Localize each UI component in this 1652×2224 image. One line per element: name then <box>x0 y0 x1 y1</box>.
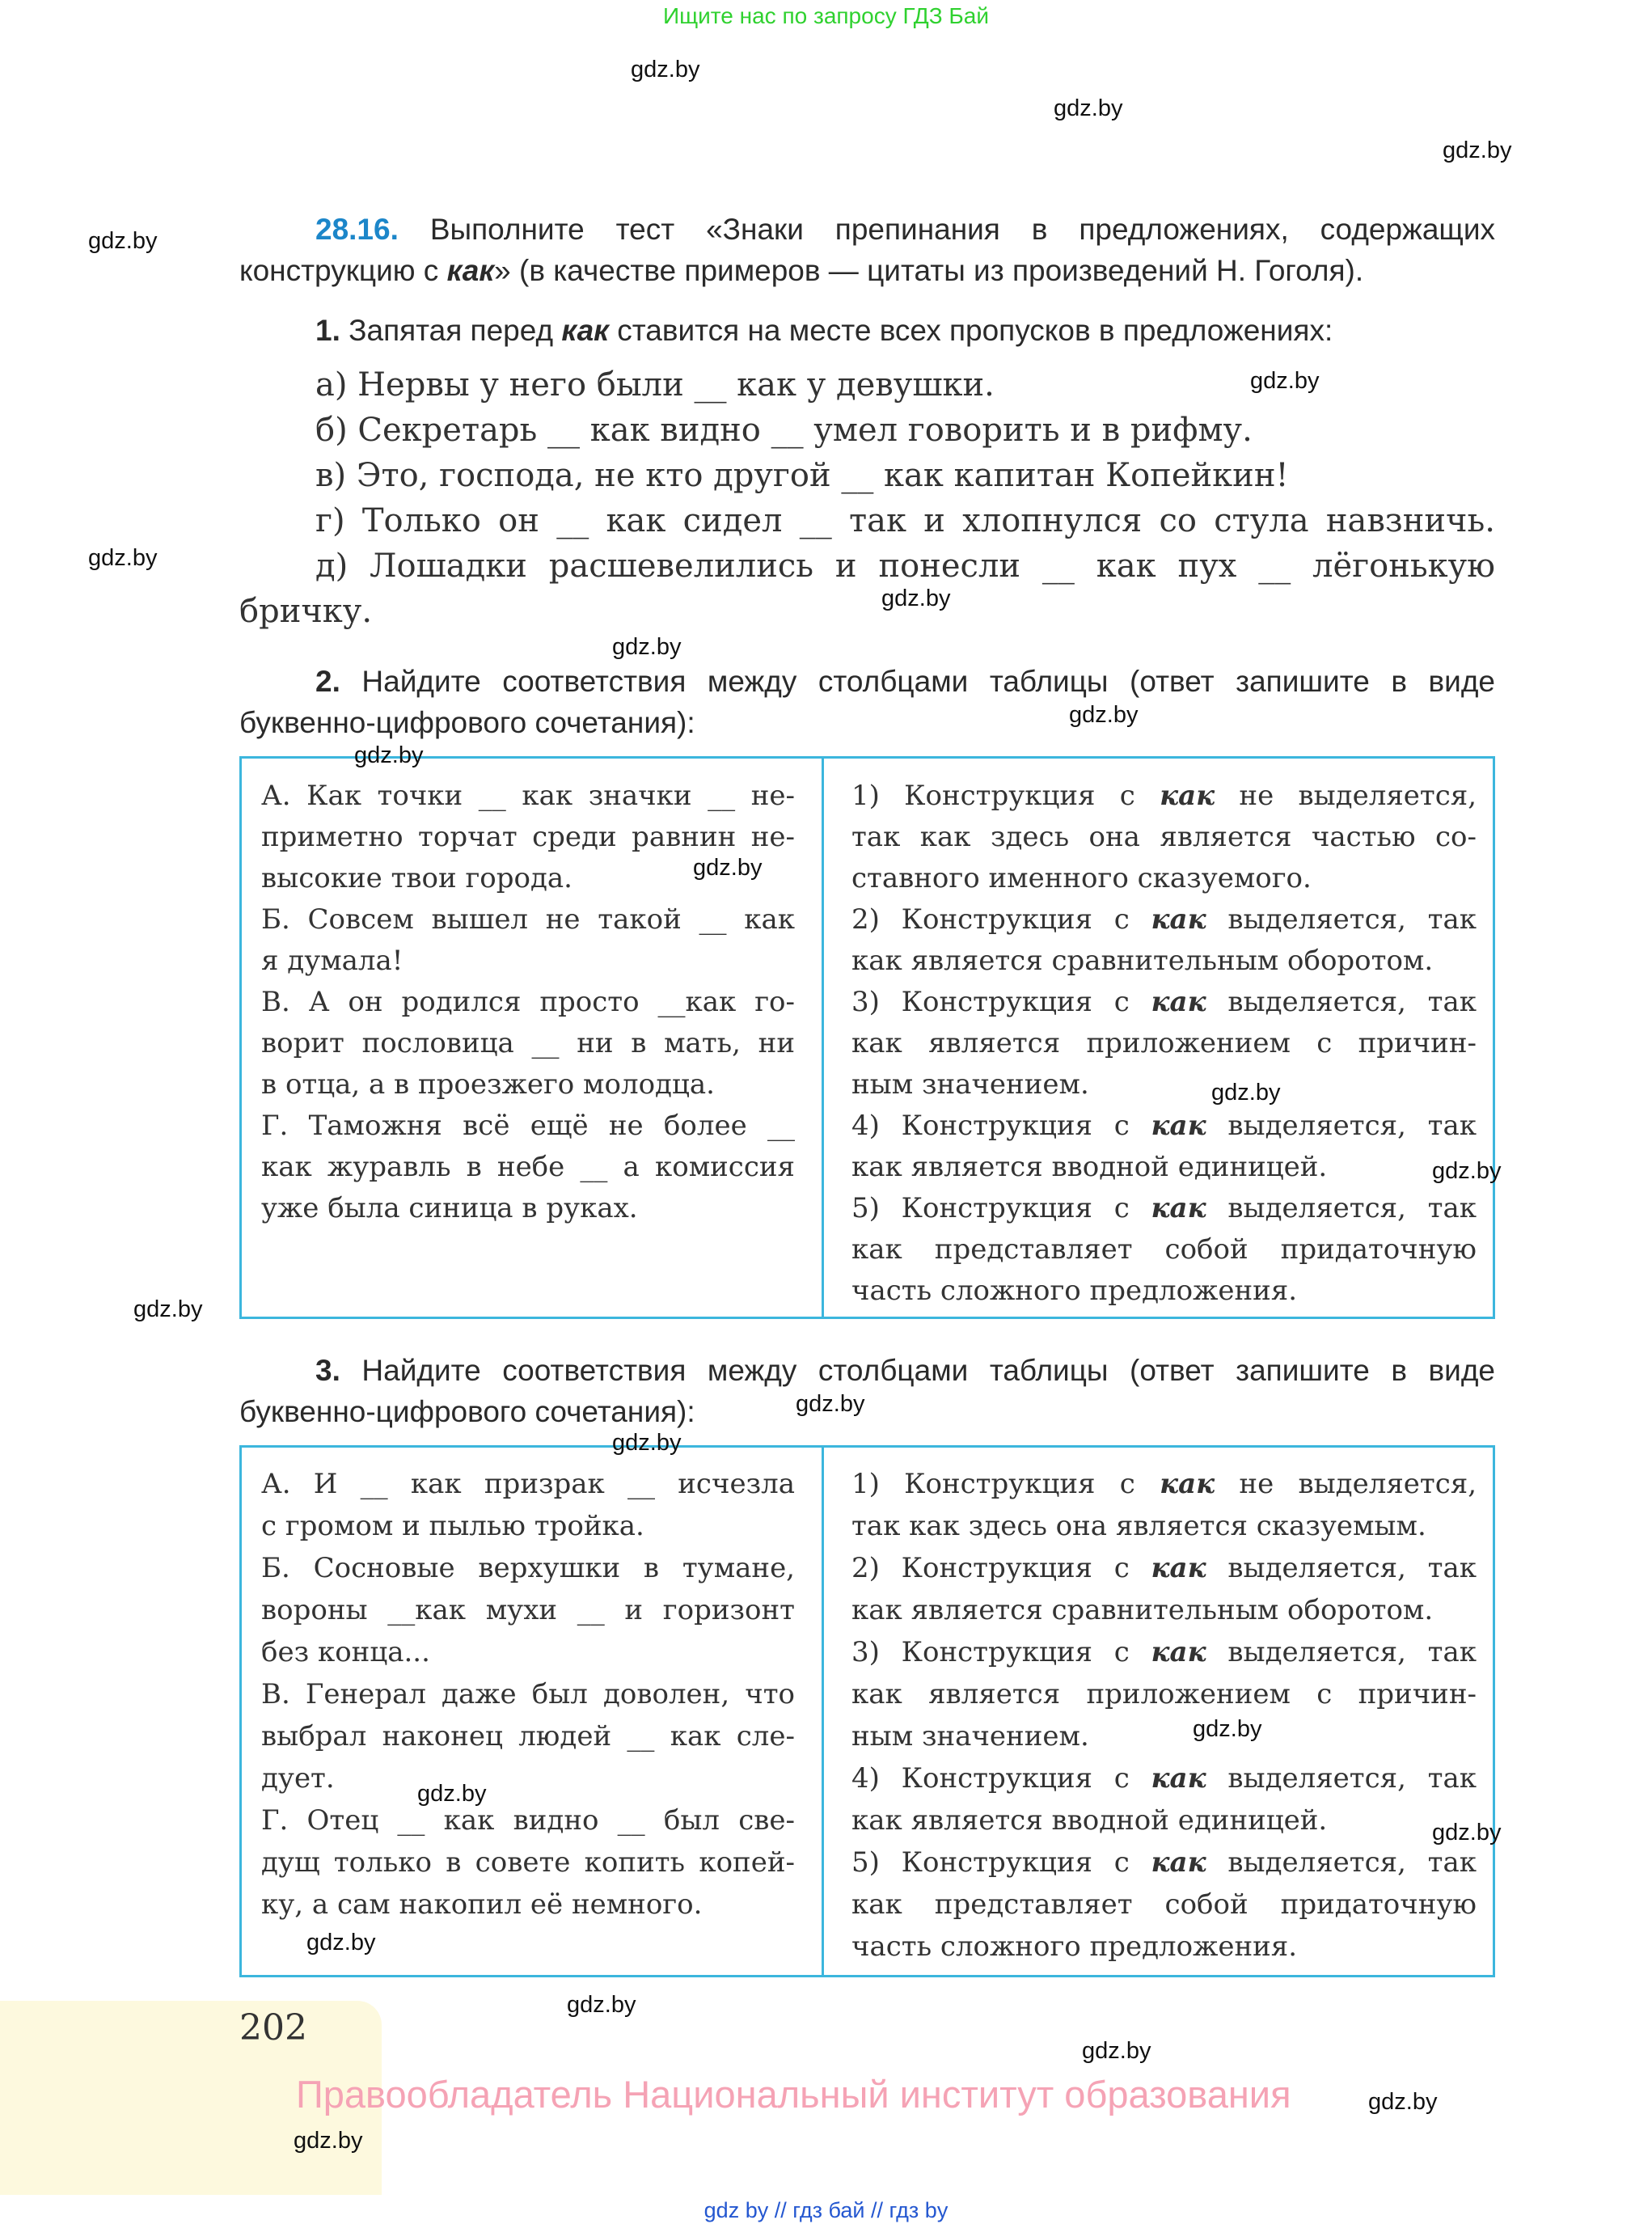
bottom-links <box>0 2198 1652 2223</box>
option-v: в) Это, господа, не кто другой __ как капитан Копейкин! <box>315 457 1289 494</box>
text-line: как является приложением с причин- <box>851 1027 1477 1059</box>
text-line: уже была синица в руках. <box>261 1192 638 1224</box>
watermark: gdz.by <box>1193 1716 1262 1742</box>
watermark: gdz.by <box>1432 1820 1502 1846</box>
watermark: gdz.by <box>693 855 763 881</box>
task3-prompt-line-1: Найдите соответствия между столбцами таблицы (ответ запишите в виде <box>361 1354 1496 1387</box>
text-line: приметно торчат среди равнин не- <box>261 821 795 853</box>
text-line: 2) Конструкция с как выделяется, так <box>851 903 1477 936</box>
text-line: вороны __как мухи __ и горизонт <box>261 1594 795 1626</box>
task2-prompt <box>239 661 1495 743</box>
task3-prompt <box>239 1350 1495 1432</box>
option-d-cont: бричку. <box>239 593 373 630</box>
watermark: gdz.by <box>417 1781 487 1807</box>
text-line: как журавль в небе __ а комиссия <box>261 1151 795 1183</box>
task2-table <box>239 756 1495 1319</box>
keyword-kak: как <box>1151 986 1206 1018</box>
text-line: Г. Отец __ как видно __ был све- <box>261 1804 795 1837</box>
page-number: 202 <box>239 2007 307 2049</box>
keyword-kak: как <box>1160 780 1215 812</box>
text-line: с громом и пылью тройка. <box>261 1510 644 1542</box>
text-line: дущ только в совете копить копей- <box>261 1846 795 1879</box>
watermark: gdz.by <box>612 1430 682 1456</box>
watermark: gdz.by <box>567 1992 636 2018</box>
watermark: gdz.by <box>1069 702 1139 728</box>
watermark: gdz.by <box>133 1296 203 1322</box>
keyword-kak: как <box>1151 1192 1206 1224</box>
text-line: как является приложением с причин- <box>851 1678 1477 1710</box>
link-gdz-by-ru[interactable]: гдз by <box>889 2198 949 2222</box>
intro-line-1 <box>239 209 1495 250</box>
text-line: Б. Сосновые верхушки в тумане, <box>261 1552 795 1584</box>
watermark: gdz.by <box>1368 2089 1438 2115</box>
text-line: 5) Конструкция с как выделяется, так <box>851 1192 1477 1224</box>
text-line: как является сравнительным оборотом. <box>851 1594 1434 1626</box>
text-line: Г. Таможня всё ещё не более __ <box>261 1110 795 1142</box>
text-line: ным значением. <box>851 1720 1089 1753</box>
task2-number: 2. <box>315 665 340 698</box>
text-line: 3) Конструкция с как выделяется, так <box>851 986 1477 1018</box>
option-b: б) Секретарь __ как видно __ умел говорить и в рифму. <box>315 412 1253 449</box>
watermark: gdz.by <box>88 545 158 571</box>
text-line: в отца, а в проезжего молодца. <box>261 1068 715 1101</box>
keyword-kak: как <box>1151 1762 1206 1795</box>
text-line: я думала! <box>261 945 403 977</box>
exercise-number: 28.16. <box>315 213 399 246</box>
task3-table <box>239 1445 1495 1977</box>
watermark: gdz.by <box>88 228 158 254</box>
search-hint-banner[interactable]: Ищите нас по запросу ГДЗ Бай <box>662 3 990 28</box>
rights-holder-notice: Правообладатель Национальный институт образования <box>296 2073 1291 2116</box>
watermark: gdz.by <box>1443 137 1512 163</box>
watermark: gdz.by <box>631 57 700 82</box>
option-a: а) Нервы у него были __ как у девушки. <box>315 366 995 404</box>
text-line: Б. Совсем вышел не такой __ как <box>261 903 795 936</box>
intro-line-2: конструкцию с как» (в качестве примеров — цитаты из произведений Н. Гоголя). <box>239 254 1364 287</box>
keyword-kak: как <box>1151 1110 1206 1142</box>
keyword-kak: как <box>1151 1552 1206 1584</box>
task3-prompt-line-2: буквенно-цифрового сочетания): <box>239 1395 695 1428</box>
text-line: ворит пословица __ ни в мать, ни <box>261 1027 795 1059</box>
text-line: как является вводной единицей. <box>851 1804 1328 1837</box>
keyword-kak: как <box>1151 1636 1206 1668</box>
text-line: так как здесь она является частью со- <box>851 821 1477 853</box>
text-line: 4) Конструкция с как выделяется, так <box>851 1110 1477 1142</box>
exercise-intro <box>239 209 1495 291</box>
option-d: д) Лошадки расшевелились и понесли __ как пух __ лёгонькую <box>315 548 1495 585</box>
task3-left-column <box>261 1448 795 1975</box>
link-gdz-by[interactable]: gdz by <box>703 2198 769 2222</box>
task3-right-column <box>851 1448 1477 1975</box>
text-line: дует. <box>261 1762 335 1795</box>
intro-text: Выполните тест «Знаки препинания в предложениях, содержащих <box>429 213 1496 246</box>
watermark: gdz.by <box>1054 95 1123 121</box>
text-line: как представляет собой придаточную <box>851 1888 1477 1921</box>
text-line: 1) Конструкция с как не выделяется, <box>851 1468 1477 1500</box>
link-separator: // <box>871 2198 884 2222</box>
text-line: А. Как точки __ как значки __ не- <box>261 780 795 812</box>
text-line: ку, а сам накопил её немного. <box>261 1888 703 1921</box>
watermark: gdz.by <box>354 742 424 768</box>
text-line: ным значением. <box>851 1068 1089 1101</box>
column-divider <box>822 759 824 1317</box>
task2-left-column <box>261 759 795 1317</box>
watermark: gdz.by <box>881 586 951 611</box>
task2-right-column <box>851 759 1477 1317</box>
keyword-kak: как <box>1160 1468 1215 1500</box>
keyword-kak: как <box>1151 903 1206 936</box>
watermark: gdz.by <box>306 1930 376 1956</box>
text-line: высокие твои города. <box>261 862 572 894</box>
watermark: gdz.by <box>1250 368 1320 394</box>
text-line: как является вводной единицей. <box>851 1151 1328 1183</box>
watermark: gdz.by <box>796 1391 865 1417</box>
keyword-kak: как <box>446 254 495 287</box>
task1-prompt <box>315 310 1495 351</box>
watermark: gdz.by <box>1211 1080 1281 1106</box>
text-line: как является сравнительным оборотом. <box>851 945 1434 977</box>
task2-prompt-line-1: Найдите соответствия между столбцами таблицы (ответ запишите в виде <box>361 665 1496 698</box>
text-line: В. Генерал даже был доволен, что <box>261 1678 795 1710</box>
option-g: г) Только он __ как сидел __ так и хлопнулся со стула навзничь. <box>315 502 1495 539</box>
watermark: gdz.by <box>1432 1158 1502 1184</box>
text-line: 4) Конструкция с как выделяется, так <box>851 1762 1477 1795</box>
link-gdz-bai[interactable]: гдз бай <box>792 2198 865 2222</box>
task3-number: 3. <box>315 1354 340 1387</box>
keyword-kak: как <box>561 314 609 347</box>
text-line: В. А он родился просто __как го- <box>261 986 795 1018</box>
task1-prompt-text: Запятая перед как ставится на месте всех пропусков в предложениях: <box>349 314 1333 347</box>
text-line: 2) Конструкция с как выделяется, так <box>851 1552 1477 1584</box>
watermark: gdz.by <box>612 634 682 660</box>
text-line: 5) Конструкция с как выделяется, так <box>851 1846 1477 1879</box>
text-line: так как здесь она является сказуемым. <box>851 1510 1426 1542</box>
link-separator: // <box>774 2198 787 2222</box>
watermark: gdz.by <box>294 2128 363 2154</box>
task2-prompt-line-2: буквенно-цифрового сочетания): <box>239 706 695 739</box>
text-line: как представляет собой придаточную <box>851 1233 1477 1266</box>
text-line: А. И __ как призрак __ исчезла <box>261 1468 795 1500</box>
task1-options <box>239 362 1495 634</box>
text-line: часть сложного предложения. <box>851 1930 1298 1963</box>
text-line: 3) Конструкция с как выделяется, так <box>851 1636 1477 1668</box>
text-line: без конца... <box>261 1636 430 1668</box>
text-line: ставного именного сказуемого. <box>851 862 1312 894</box>
keyword-kak: как <box>1151 1846 1206 1879</box>
text-line: выбрал наконец людей __ как сле- <box>261 1720 795 1753</box>
watermark: gdz.by <box>1082 2038 1151 2064</box>
text-line: 1) Конструкция с как не выделяется, <box>851 780 1477 812</box>
text-line: часть сложного предложения. <box>851 1275 1298 1307</box>
column-divider <box>822 1448 824 1975</box>
task1-number: 1. <box>315 314 340 347</box>
